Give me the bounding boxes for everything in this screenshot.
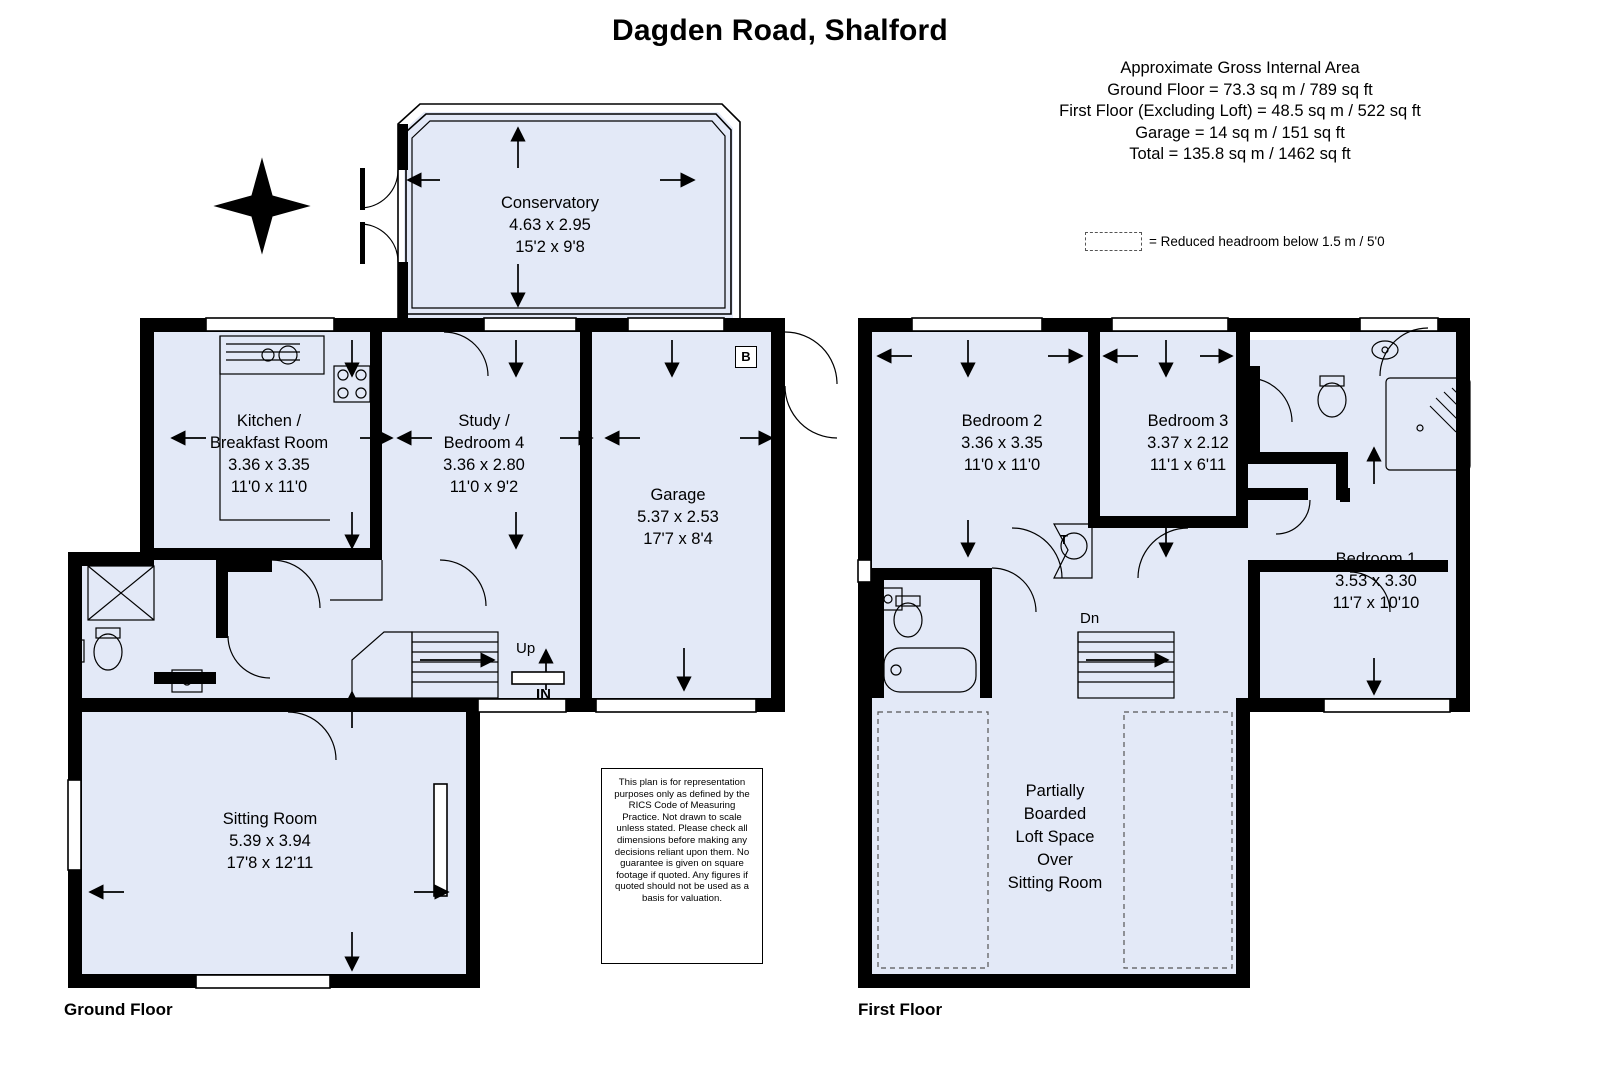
loft-line-2: Loft Space bbox=[1015, 828, 1095, 846]
room-label-bedroom-1: Bedroom 1 3.53 x 3.30 11'7 x 10'10 bbox=[1332, 550, 1420, 612]
page-title: Dagden Road, Shalford bbox=[612, 14, 948, 47]
loft-line-1: Boarded bbox=[1023, 805, 1087, 823]
area-line-1: Ground Floor = 73.3 sq m / 789 sq ft bbox=[1107, 80, 1373, 99]
loft-line-3: Over bbox=[1037, 851, 1073, 869]
legend-label: = Reduced headroom below 1.5 m / 5'0 bbox=[1149, 234, 1385, 249]
boiler-marker: B bbox=[735, 346, 757, 368]
area-summary bbox=[960, 58, 1520, 166]
loft-line-0: Partially bbox=[1025, 782, 1085, 800]
ground-floor-label: Ground Floor bbox=[64, 1000, 173, 1019]
legend bbox=[1085, 232, 1385, 251]
room-label-bedroom-2: Bedroom 2 3.36 x 3.35 11'0 x 11'0 bbox=[961, 412, 1043, 474]
reduced-headroom-swatch bbox=[1085, 232, 1142, 251]
room-label-garage: Garage 5.37 x 2.53 17'7 x 8'4 bbox=[637, 486, 719, 548]
room-label-loft-space bbox=[960, 780, 1150, 895]
tank-marker: T bbox=[1060, 532, 1068, 547]
stairs-up-marker: Up bbox=[516, 640, 536, 657]
room-label-study: Study / Bedroom 4 3.36 x 2.80 11'0 x 9'2 bbox=[443, 412, 525, 496]
compass-icon bbox=[216, 160, 308, 252]
disclaimer-note: This plan is for representation purposes only as defined by the RICS Code of Measuring Practice. Not drawn to scale unless stated. Please check all dimensions before making any decisions reliant upon them. No guarantee is given on square footage if quoted. Any figures if quoted should not be used as a basis for valuation. bbox=[601, 768, 763, 964]
area-line-3: Garage = 14 sq m / 151 sq ft bbox=[1135, 123, 1345, 142]
area-line-4: Total = 135.8 sq m / 1462 sq ft bbox=[1129, 145, 1351, 163]
svg-text:N: N bbox=[252, 200, 269, 212]
entrance-marker: IN bbox=[536, 686, 551, 703]
stairs-down-marker: Dn bbox=[1080, 610, 1100, 627]
room-label-conservatory: Conservatory 4.63 x 2.95 15'2 x 9'8 bbox=[500, 194, 600, 256]
room-label-kitchen: Kitchen / Breakfast Room 3.36 x 3.35 11'0 x 11'0 bbox=[209, 412, 329, 496]
first-floor-label: First Floor bbox=[858, 1000, 943, 1019]
area-line-0: Approximate Gross Internal Area bbox=[1120, 59, 1360, 77]
loft-line-4: Sitting Room bbox=[1007, 874, 1103, 892]
area-line-2: First Floor (Excluding Loft) = 48.5 sq m / 522 sq ft bbox=[1059, 102, 1421, 120]
room-label-sitting-room: Sitting Room 5.39 x 3.94 17'8 x 12'11 bbox=[222, 810, 318, 872]
room-label-bedroom-3: Bedroom 3 3.37 x 2.12 11'1 x 6'11 bbox=[1147, 412, 1229, 474]
